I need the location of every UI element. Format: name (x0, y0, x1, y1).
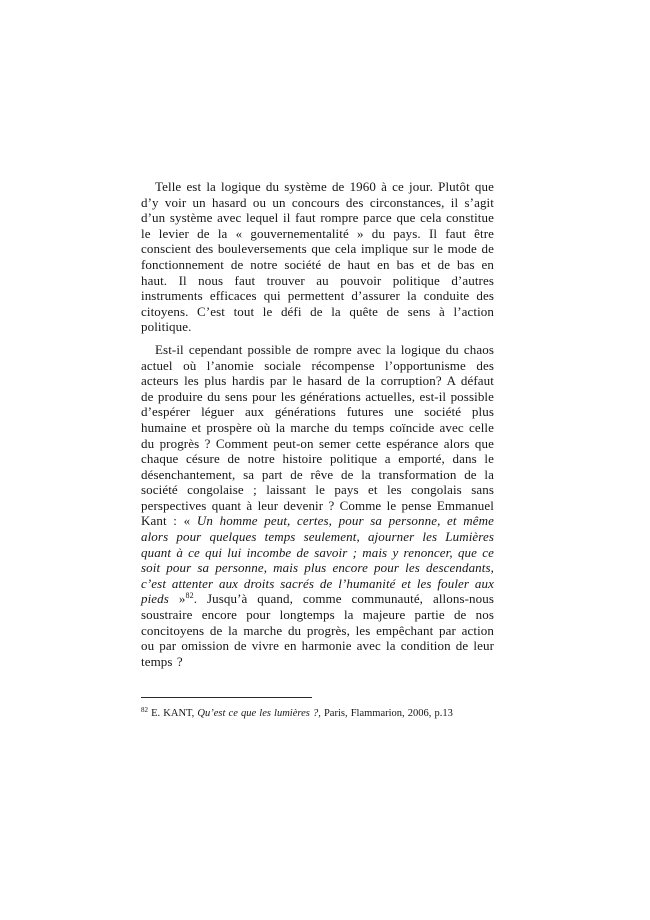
footnote-area (141, 697, 494, 720)
footnote-publication-info: , Paris, Flammarion, 2006, p.13 (318, 708, 453, 719)
footnote-reference-mark: 82 (185, 591, 194, 601)
footnote-work-title: Qu’est ce que les lumières ? (197, 708, 319, 719)
footnote-author: E. KANT, (148, 708, 198, 719)
paragraph-2 (141, 342, 494, 669)
paragraph-2-tail: . Jusqu’à quand, comme communauté, allons-nous soustraire encore pour longtemps la majeure partie de nos concitoyens de la marche du progrès, les empêchant par action ou par omission de vivre en harmonie avec la condition de leur temps ? (141, 591, 495, 669)
paragraph-2-lead: Est-il cependant possible de rompre avec la logique du chaos actuel où l’anomie sociale récompense l’opportunisme des acteurs les plus hardis par le hasard de la corruption? A défaut de produire du sens pour les générations actuelles, est-il possible d’espérer léguer aux générations futures une société plus humaine et prospère où la marche du temps coïncide avec celle du progrès ? Comment peut-on semer cette espérance alors que chaque césure de notre histoire politique a emporté, dans le désenchantement, sa part de rêve de la transformation de la société congolaise ; laissant le pays et les congolais sans perspectives quant à leur devenir ? Comme le pense Emmanuel Kant : « (141, 341, 494, 529)
body-text-block (141, 179, 494, 669)
footnote-text (141, 707, 494, 720)
footnote-number: 82 (141, 706, 148, 714)
paragraph-1: Telle est la logique du système de 1960 à ce jour. Plutôt que d’y voir un hasard ou un concours des circonstances, il s’agit d’un système avec lequel il faut rompre parce que cela constitue le levier de la « gouvernementalité » du pays. Il faut être conscient des bouleversements que cela implique sur le mode de fonctionnement de notre société de haut en bas et de bas en haut. Il nous faut trouver au pouvoir politique d’autres instruments efficaces qui permettent d’assurer la conduite des citoyens. C’est tout le défi de la quête de sens à l’action politique. (141, 179, 494, 335)
footnote-separator-rule (141, 697, 312, 698)
kant-quote-italic: Un homme peut, certes, pour sa personne, et même alors pour quelques temps seulement, ajourner les Lumières quant à ce qui lui incombe de savoir ; mais y renoncer, que ce soit pour sa personne, mais plus encore pour les descendants, c’est attenter aux droits sacrés de l’humanité et les fouler aux pieds (141, 513, 494, 607)
quote-closing-guillemet: » (168, 591, 186, 607)
